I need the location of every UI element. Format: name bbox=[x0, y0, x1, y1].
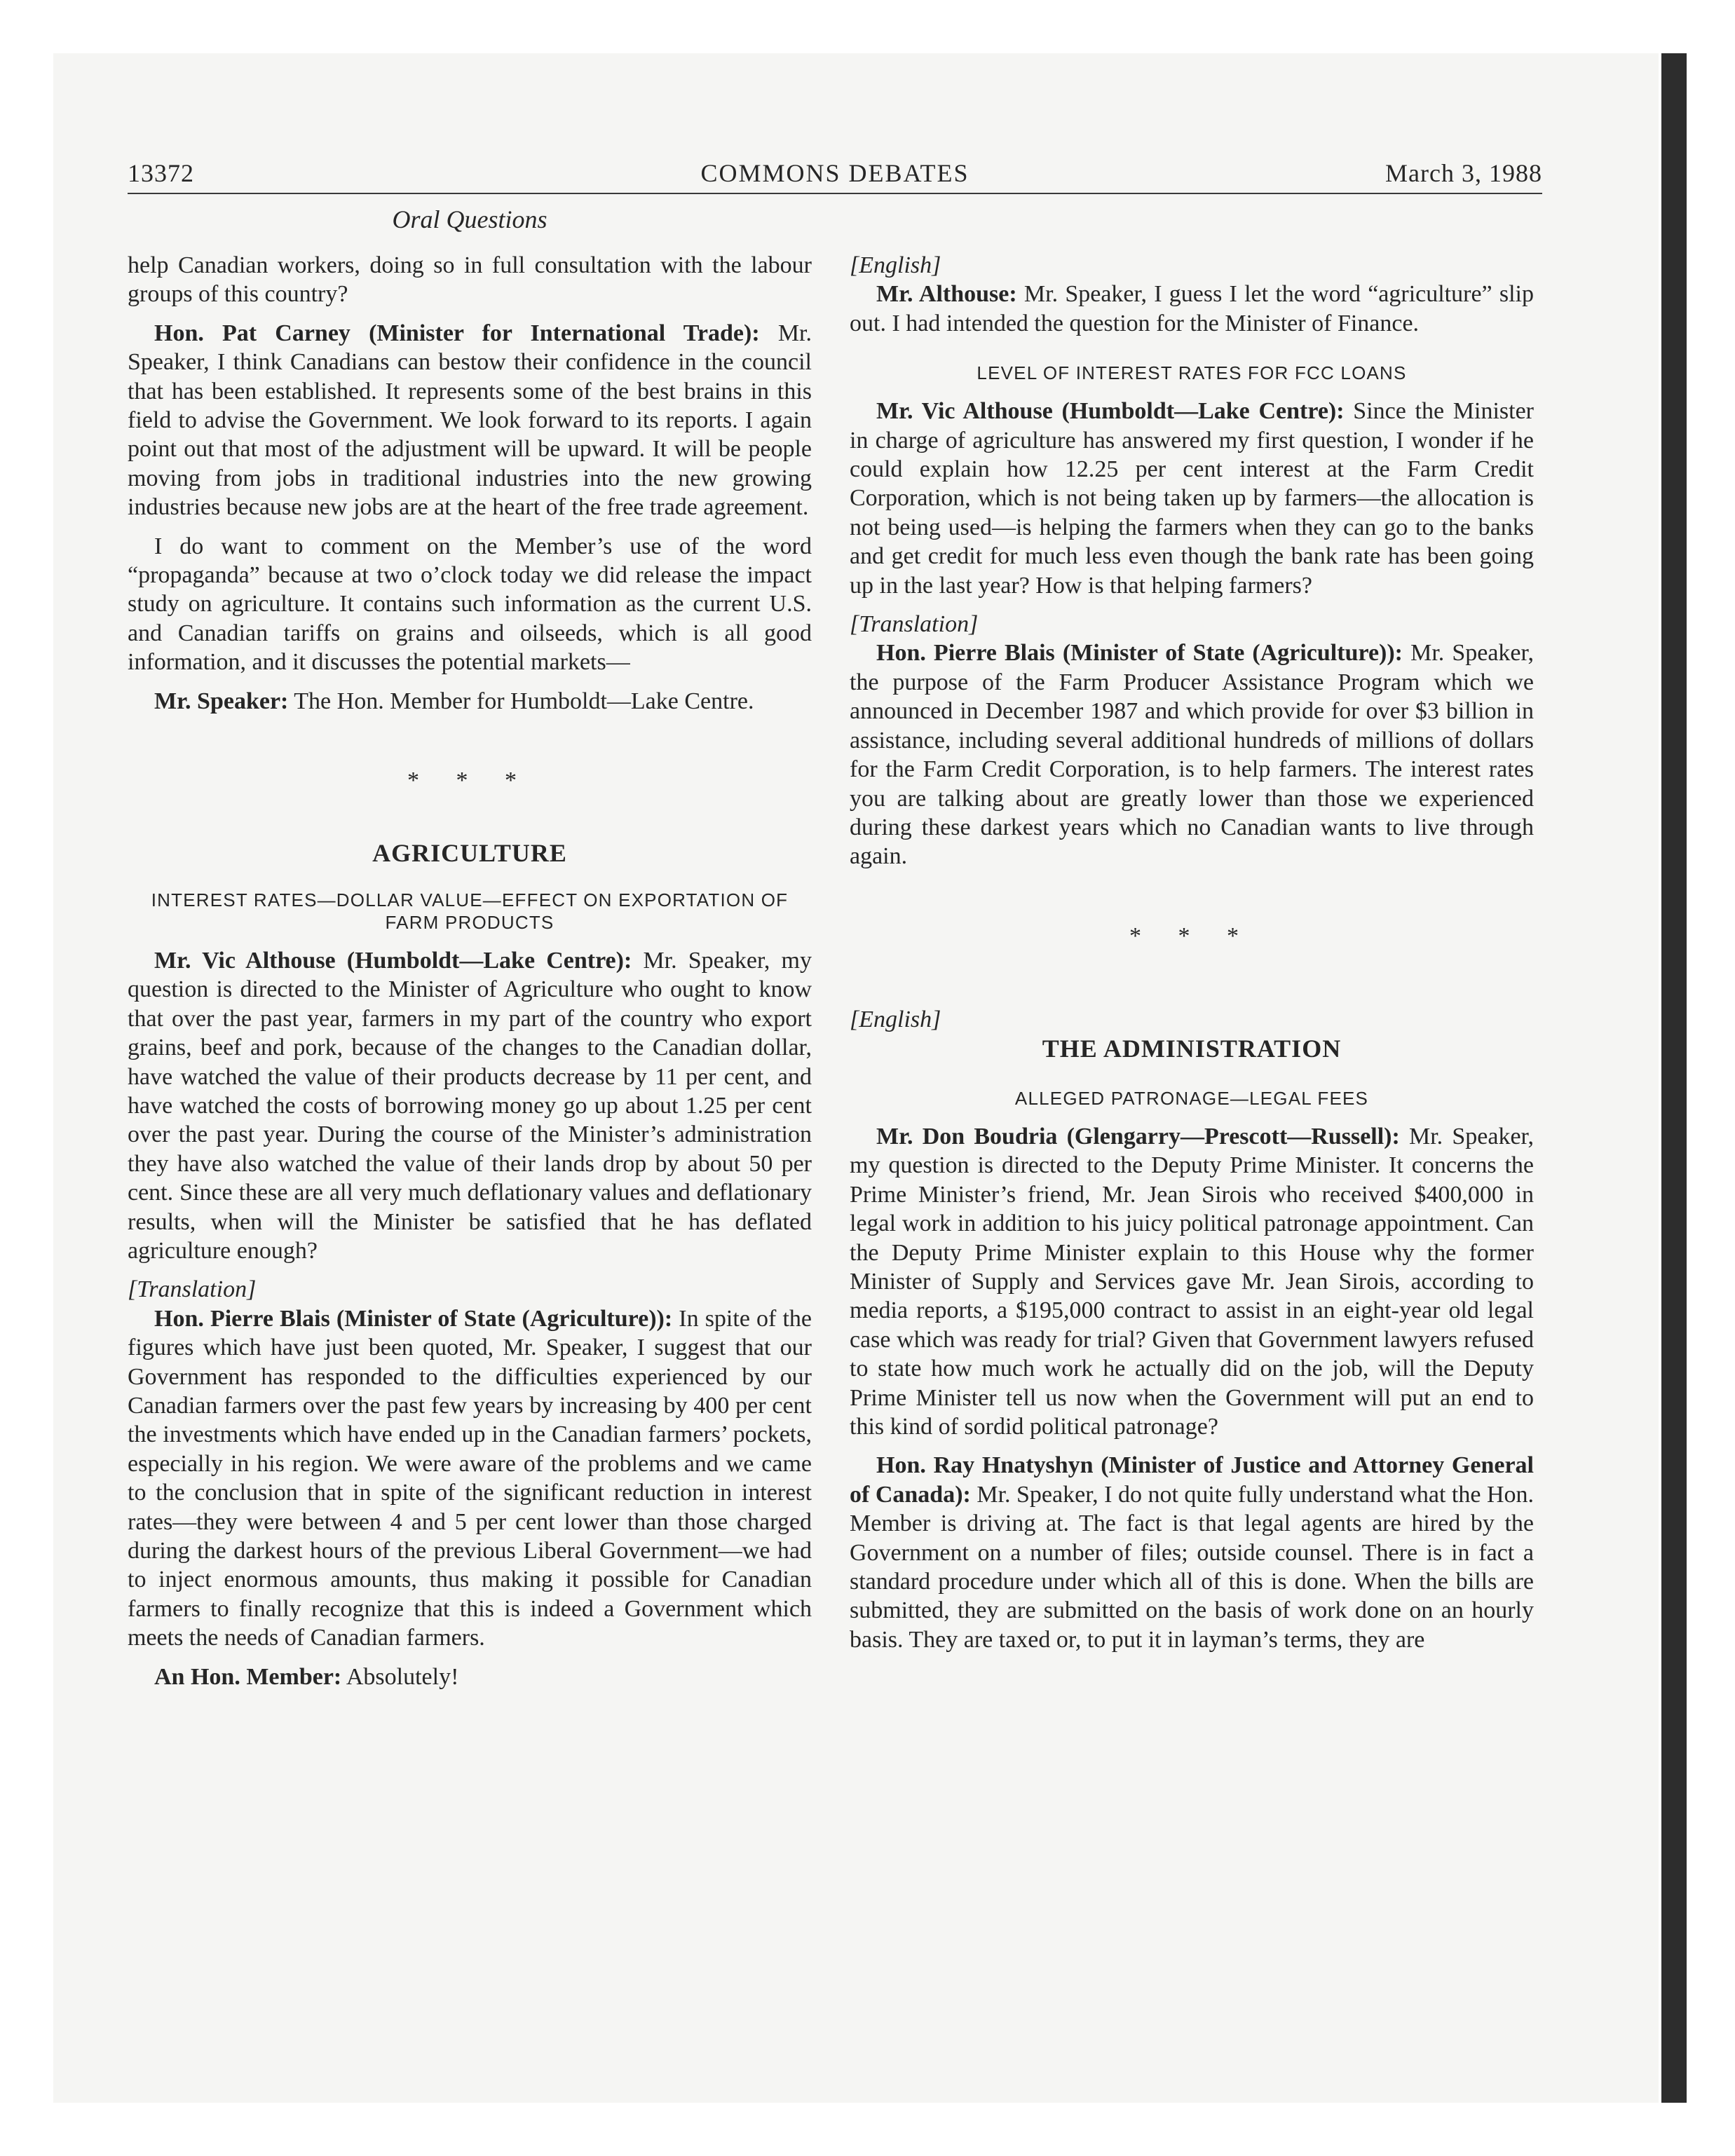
paragraph bbox=[850, 1122, 1534, 1441]
paragraph bbox=[128, 319, 812, 522]
paragraph: help Canadian workers, doing so in full consultation with the labour groups of this country? bbox=[128, 252, 812, 308]
paragraph bbox=[850, 397, 1534, 600]
topic-heading: AGRICULTURE bbox=[372, 838, 567, 867]
scan-edge-shadow bbox=[1661, 53, 1687, 2103]
speech-text: Mr. Speaker, the purpose of the Farm Producer Assistance Program which we announced in December 1987 and which provide for over $3 billion in assistance, including several additional hundreds of millions of dollars for the Farm Credit Corporation, is to help farmers. The interest rates you are talking about are greatly lower than those we experienced during these darkest years which no Canadian wants to live through again. bbox=[850, 640, 1534, 870]
language-marker: [English] bbox=[850, 252, 941, 278]
speaker-name: Hon. Pierre Blais (Minister of State (Agriculture)): bbox=[154, 1305, 673, 1332]
speaker-name: Mr. Vic Althouse (Humboldt—Lake Centre): bbox=[876, 398, 1345, 425]
paragraph bbox=[850, 639, 1534, 871]
paragraph bbox=[128, 1663, 812, 1691]
issue-date: March 3, 1988 bbox=[1385, 159, 1542, 187]
paragraph bbox=[128, 687, 812, 716]
paragraph bbox=[128, 1304, 812, 1653]
topic-heading: THE ADMINISTRATION bbox=[1042, 1034, 1342, 1063]
right-column bbox=[850, 251, 1534, 1664]
header-rule bbox=[128, 193, 1542, 194]
speech-text: Since the Minister in charge of agriculture has answered my first question, I wonder if he could explain how 12.25 per cent interest at the Farm Credit Corporation, which is not being taken up by farmers—the allocation is not being used—is helping the farmers when they can go to the banks and get credit for much less even though the bank rate has been going up in the last year? How is that helping farmers? bbox=[850, 398, 1535, 599]
section-separator: * * * bbox=[1129, 922, 1254, 949]
speech-text: Mr. Speaker, my question is directed to the Deputy Prime Minister. It concerns the Prime Minister’s friend, Mr. Jean Sirois who received $400,000 in legal work in addition to his juicy political patronage appointment. Can the Deputy Prime Minister explain to this House why the former Minister of Supply and Services gave Mr. Jean Sirois, according to media reports, a $195,000 contract to assist in an eight-year old legal case which was ready for trial? Given that Government lawyers refused to state how much work he actually did on the job, will the Deputy Prime Minister tell us now when the Government will put an end to this kind of sordid political patronage? bbox=[850, 1123, 1534, 1440]
speaker-name: Hon. Pat Carney (Minister for International Trade): bbox=[154, 320, 760, 346]
speaker-name: Hon. Ray Hnatyshyn (Minister of Justice and Attorney General of Canada): bbox=[850, 1452, 1534, 1508]
speech-text: Absolutely! bbox=[341, 1663, 459, 1690]
speech-text: Mr. Speaker, I guess I let the word “agriculture” slip out. I had intended the question for the Minister of Finance. bbox=[850, 281, 1534, 336]
paragraph bbox=[128, 946, 812, 1265]
speech-text: In spite of the figures which have just been quoted, Mr. Speaker, I suggest that our Government has responded to the difficulties experienced by our Canadian farmers over the past few years by increasing by 400 per cent the investments which have ended up in the Canadian farmers’ pockets, especially in his region. We were aware of the problems and we came to the conclusion that in spite of the significant reduction in interest rates—they were between 4 and 5 per cent lower than those charged during the darkest hours of the previous Liberal Government—we had to inject enormous amounts, thus making it possible for Canadian farmers to finally recognize that this is indeed a Government which meets the needs of Canadian farmers. bbox=[128, 1305, 812, 1651]
language-marker: [English] bbox=[850, 1007, 941, 1033]
subtopic-heading: ALLEGED PATRONAGE—LEGAL FEES bbox=[1014, 1087, 1369, 1109]
subtopic-heading: INTEREST RATES—DOLLAR VALUE—EFFECT ON EXPORTATION OF FARM PRODUCTS bbox=[151, 889, 789, 933]
speaker-name: Hon. Pierre Blais (Minister of State (Agriculture)): bbox=[876, 640, 1403, 667]
speaker-name: Mr. Don Boudria (Glengarry—Prescott—Russell): bbox=[876, 1123, 1400, 1149]
paragraph: I do want to comment on the Member’s use of the word “propaganda” because at two o’clock today we did release the impact study on agriculture. It contains such information as the current U.S. and Canadian tariffs on grains and oilseeds, which is all good information, and it discusses the potential markets— bbox=[128, 533, 812, 676]
section-separator: * * * bbox=[407, 767, 532, 794]
language-marker: [Translation] bbox=[850, 611, 979, 638]
subtopic-heading: LEVEL OF INTEREST RATES FOR FCC LOANS bbox=[977, 362, 1407, 384]
speech-text: Mr. Speaker, I think Canadians can bestow their confidence in the council that has been established. It represents some of the best brains in this field to advise the Government. We look forward to its reports. I again point out that most of the adjustment will be upward. It will be people moving from jobs in traditional industries into the new growing industries because new jobs are at the heart of the free trade agreement. bbox=[128, 320, 812, 521]
running-head bbox=[128, 156, 1542, 192]
language-marker: [Translation] bbox=[128, 1276, 257, 1303]
left-column bbox=[128, 251, 812, 1701]
speaker-name: Mr. Speaker: bbox=[154, 688, 289, 714]
journal-title: COMMONS DEBATES bbox=[700, 159, 969, 187]
speech-text: Mr. Speaker, I do not quite fully understand what the Hon. Member is driving at. The fact is that legal agents are hired by the Government on a number of files; outside counsel. There is in fact a standard procedure under which all of this is done. When the bills are submitted, they are submitted on the basis of work done on an hourly basis. They are taxed or, to put it in layman’s terms, they are bbox=[850, 1481, 1534, 1653]
speaker-name: Mr. Vic Althouse (Humboldt—Lake Centre): bbox=[154, 947, 632, 974]
page-number: 13372 bbox=[128, 159, 194, 187]
section-label: Oral Questions bbox=[392, 205, 547, 233]
speaker-name: An Hon. Member: bbox=[154, 1663, 342, 1690]
speech-text: Mr. Speaker, my question is directed to the Minister of Agriculture who ought to know that over the past year, farmers in my part of the country who export grains, beef and pork, because of the changes to the Canadian dollar, have watched the value of their products decrease by 11 per cent, and have watched the costs of borrowing money go up about 1.25 per cent over the past year. During the course of the Minister’s administration they have also watched the value of their lands drop by about 50 per cent. Since these are all very much deflationary values and deflationary results, when will the Minister be satisfied that he has deflated agriculture enough? bbox=[128, 947, 812, 1264]
paragraph bbox=[850, 1451, 1534, 1654]
speaker-name: Mr. Althouse: bbox=[876, 281, 1017, 308]
paragraph bbox=[850, 280, 1534, 338]
speech-text: The Hon. Member for Humboldt—Lake Centre. bbox=[288, 688, 754, 714]
